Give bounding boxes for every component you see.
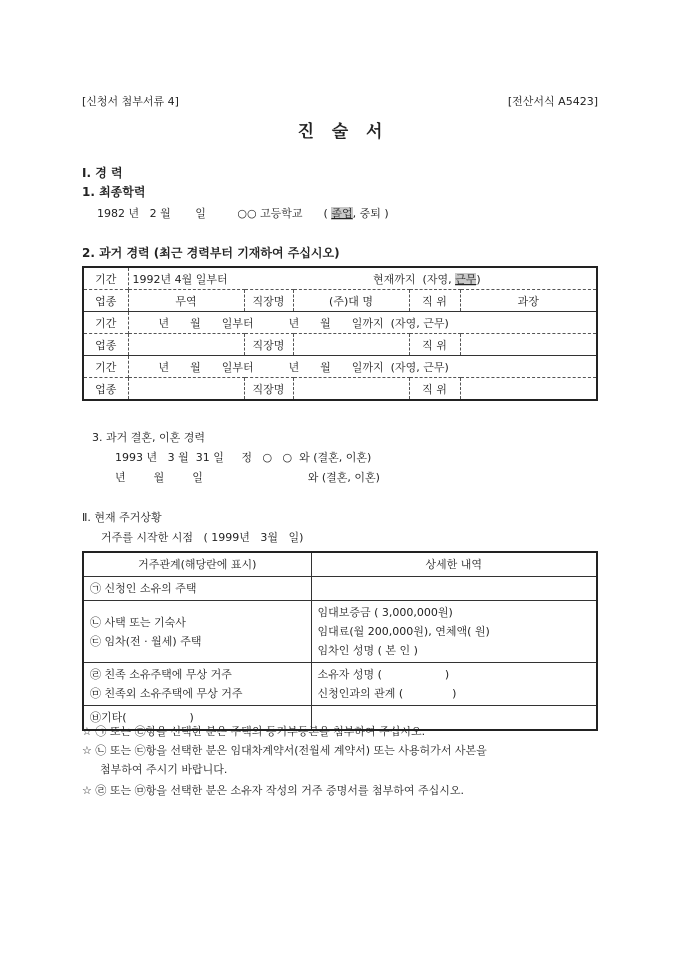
workplace-value xyxy=(293,378,409,401)
position-label: 직 위 xyxy=(409,378,460,401)
owner-details xyxy=(311,663,597,706)
edu-school: ○○ 고등학교 xyxy=(237,207,303,220)
industry-value: 무역 xyxy=(128,290,244,312)
rent-details xyxy=(311,601,597,663)
industry-label: 업종 xyxy=(83,378,128,401)
edu-graduated-selected: 졸업 xyxy=(331,207,353,220)
paren: ) xyxy=(476,272,481,286)
until: 년 월 일까지 xyxy=(288,360,384,374)
until: 현재까지 xyxy=(373,272,416,286)
page-title: 진 술 서 xyxy=(297,122,383,142)
owner-name: 소유자 성명 ( ) xyxy=(317,668,450,681)
workplace-value xyxy=(293,334,409,356)
type: (자영, xyxy=(422,272,456,286)
period-3 xyxy=(128,356,597,378)
position-label: 직 위 xyxy=(409,290,460,312)
position-label: 직 위 xyxy=(409,334,460,356)
industry-value xyxy=(128,334,244,356)
note-1: ☆ ㉠ 또는 ㉣항을 선택한 분은 주택의 등기부등본을 첨부하여 주십시오. xyxy=(82,725,426,738)
edu-month: 2 월 xyxy=(149,207,171,220)
period-label: 기간 xyxy=(83,312,128,334)
edu-day: 일 xyxy=(195,207,206,220)
marriage-line-2: 년 월 일 와 (결혼, 이혼) xyxy=(115,471,380,484)
from: 년 월 일부터 xyxy=(158,360,254,374)
position-value xyxy=(460,378,597,401)
attachment-label: [신청서 첨부서류 4] xyxy=(82,95,179,108)
from: 년 월 일부터 xyxy=(158,316,254,330)
edu-dropout: 중퇴 ) xyxy=(359,207,389,220)
workplace-label: 직장명 xyxy=(244,378,293,401)
residence-table xyxy=(82,551,598,731)
col-header-relation: 거주관계(해당란에 표시) xyxy=(83,552,311,577)
type: (자영, 근무) xyxy=(390,316,449,330)
education-heading: 1. 최종학력 xyxy=(82,185,146,199)
period-1-until xyxy=(373,267,597,290)
career-table xyxy=(82,266,598,401)
period-label: 기간 xyxy=(95,272,117,286)
relation-to-applicant: 신청인과의 관계 ( ) xyxy=(317,687,457,700)
industry-label: 업종 xyxy=(83,290,128,312)
position-value: 과장 xyxy=(460,290,597,312)
section-career-heading: I. 경 력 xyxy=(82,166,123,180)
option-relative-house: ㉣ 친족 소유주택에 무상 거주 xyxy=(90,668,232,681)
type-selected: 근무 xyxy=(455,272,477,286)
note-2: ☆ ㉡ 또는 ㉢항을 선택한 분은 임대차계약서(전월세 계약서) 또는 사용허가서 사본을 xyxy=(82,744,487,757)
period-1: 1992년 4월 일부터 xyxy=(128,267,409,290)
period-label: 기간 xyxy=(83,356,128,378)
tenant-name: 임차인 성명 ( 본 인 ) xyxy=(317,644,418,657)
marriage-heading: 3. 과거 결혼, 이혼 경력 xyxy=(92,431,205,444)
edu-year: 1982 년 xyxy=(97,207,140,220)
industry-value xyxy=(128,378,244,401)
workplace-label: 직장명 xyxy=(244,290,293,312)
type: (자영, 근무) xyxy=(390,360,449,374)
section-residence-heading: Ⅱ. 현재 주거상황 xyxy=(82,511,162,524)
sep: , xyxy=(352,207,357,220)
industry-label: 업종 xyxy=(83,334,128,356)
option-rent-group xyxy=(83,601,311,663)
until: 년 월 일까지 xyxy=(288,316,384,330)
option-own-house: ㉠ 신청인 소유의 주택 xyxy=(83,577,311,601)
option-rented-house: ㉢ 임차(전 · 월세) 주택 xyxy=(90,634,202,648)
deposit: 임대보증금 ( 3,000,000원) xyxy=(317,606,453,619)
education-line xyxy=(97,205,389,221)
col-header-details: 상세한 내역 xyxy=(311,552,597,577)
workplace-label: 직장명 xyxy=(244,334,293,356)
note-3: ☆ ㉣ 또는 ㉤항을 선택한 분은 소유자 작성의 거주 증명서를 첨부하여 주십시오. xyxy=(82,784,464,797)
marriage-line-1: 1993 년 3 월 31 일 정 ○ ○ 와 (결혼, 이혼) xyxy=(115,451,372,464)
option-free-group xyxy=(83,663,311,706)
position-value xyxy=(460,334,597,356)
career-heading: 2. 과거 경력 (최근 경력부터 기재하여 주십시오) xyxy=(82,246,340,260)
option-other: ㉥기타( ) xyxy=(83,706,311,731)
option-nonrelative-house: ㉤ 친족외 소유주택에 무상 거주 xyxy=(90,687,243,700)
details-empty xyxy=(311,577,597,601)
period-2 xyxy=(128,312,597,334)
residence-start: 거주를 시작한 시점 ( 1999년 3월 일) xyxy=(101,531,304,544)
note-2-cont: 첨부하여 주시기 바랍니다. xyxy=(100,763,228,776)
option-company-house: ㉡ 사택 또는 기숙사 xyxy=(90,615,186,629)
monthly-rent: 임대료(월 200,000원), 연체액( 원) xyxy=(317,625,490,638)
paren: ( xyxy=(323,207,328,220)
form-code: [전산서식 A5423] xyxy=(507,95,598,108)
workplace-value: (주)대 명 xyxy=(293,290,409,312)
